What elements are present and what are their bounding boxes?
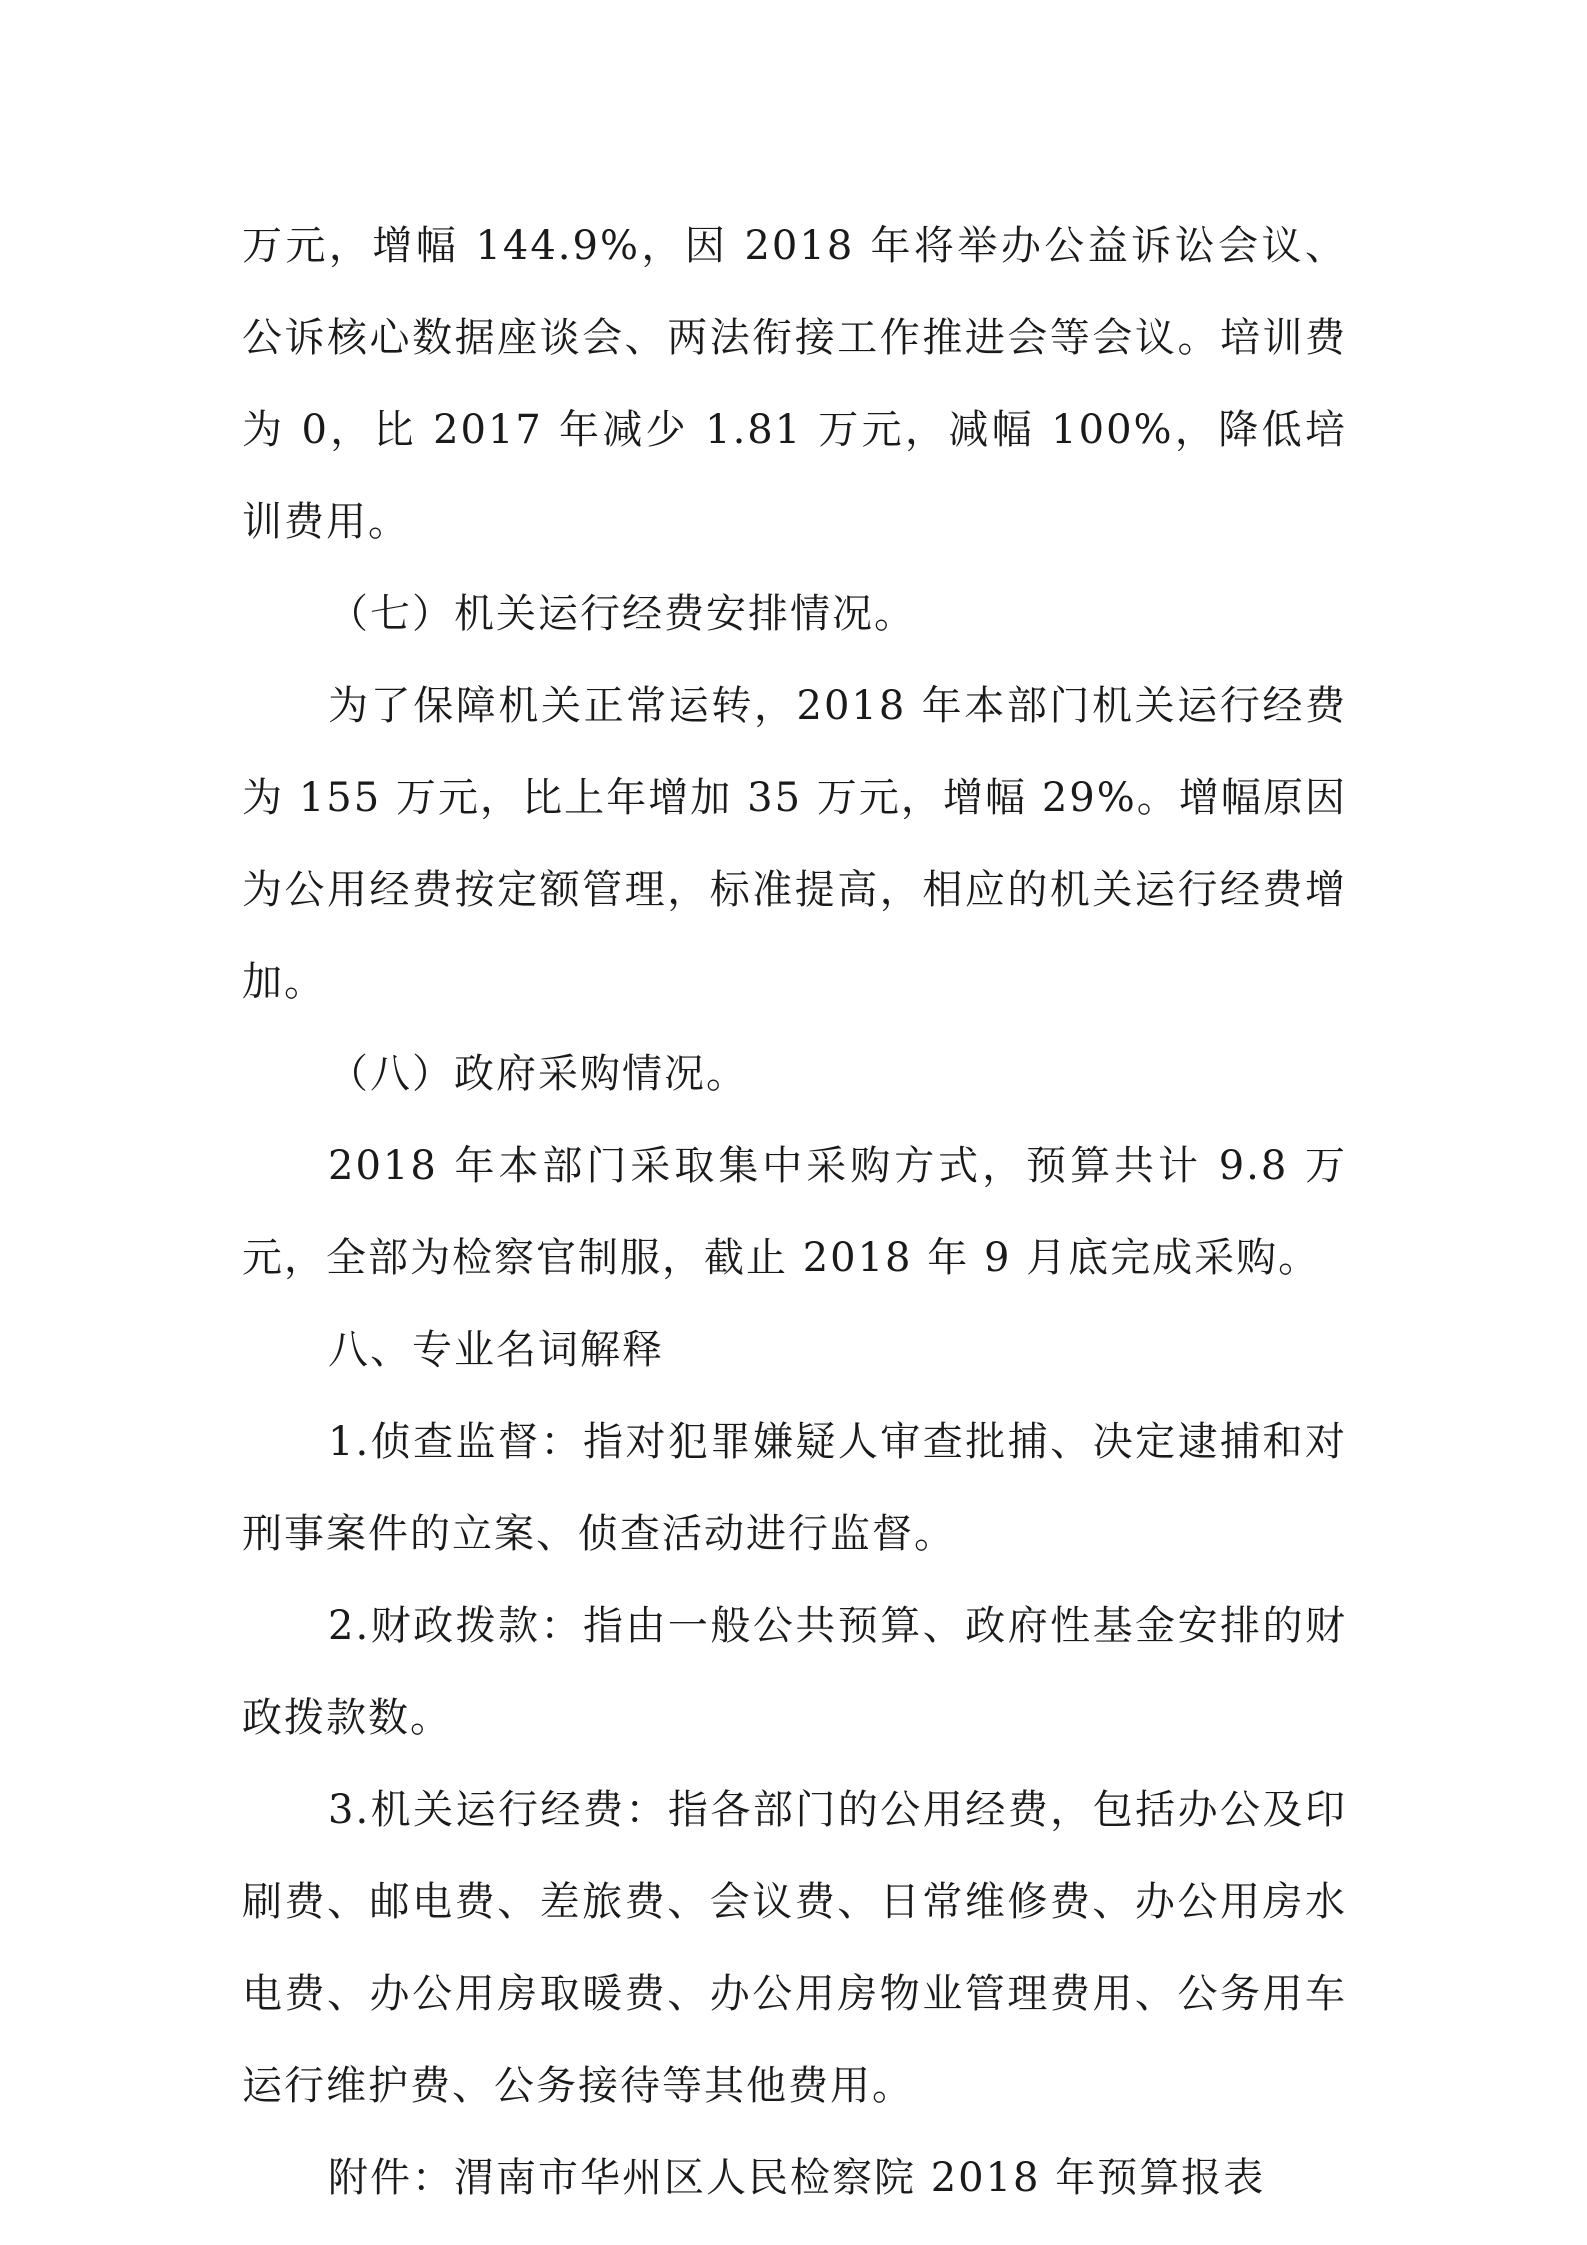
attachment-note: 附件：渭南市华州区人民检察院 2018 年预算报表 <box>328 2155 1266 2201</box>
paragraph-operating-expenses: 为了保障机关正常运转，2018 年本部门机关运行经费为 155 万元，比上年增加 35 万元，增幅 29%。增幅原因为公用经费按定额管理，标准提高，相应的机关运行经费增加。 <box>242 683 1347 1005</box>
paragraph-training-fees: 万元，增幅 144.9%，因 2018 年将举办公益诉讼会议、公诉核心数据座谈会、两法衔接工作推进会等会议。培训费为 0，比 2017 年减少 1.81 万元，减幅 100%，降低培训费用。 <box>242 223 1347 545</box>
heading-glossary: 八、专业名词解释 <box>328 1327 664 1373</box>
document-body <box>242 200 1347 2224</box>
heading-operating-expenses: （七）机关运行经费安排情况。 <box>328 591 916 637</box>
glossary-item-fiscal-appropriation: 2.财政拨款：指由一般公共预算、政府性基金安排的财政拨款数。 <box>242 1603 1347 1741</box>
heading-government-procurement: （八）政府采购情况。 <box>328 1051 748 1097</box>
glossary-item-operating-expenses: 3.机关运行经费：指各部门的公用经费，包括办公及印刷费、邮电费、差旅费、会议费、日常维修费、办公用房水电费、办公用房取暖费、办公用房物业管理费用、公务用车运行维护费、公务接待等其他费用。 <box>242 1787 1347 2109</box>
glossary-item-investigation-supervision: 1.侦查监督：指对犯罪嫌疑人审查批捕、决定逮捕和对刑事案件的立案、侦查活动进行监督。 <box>242 1419 1347 1557</box>
paragraph-government-procurement: 2018 年本部门采取集中采购方式，预算共计 9.8 万元，全部为检察官制服，截止 2018 年 9 月底完成采购。 <box>242 1143 1347 1281</box>
